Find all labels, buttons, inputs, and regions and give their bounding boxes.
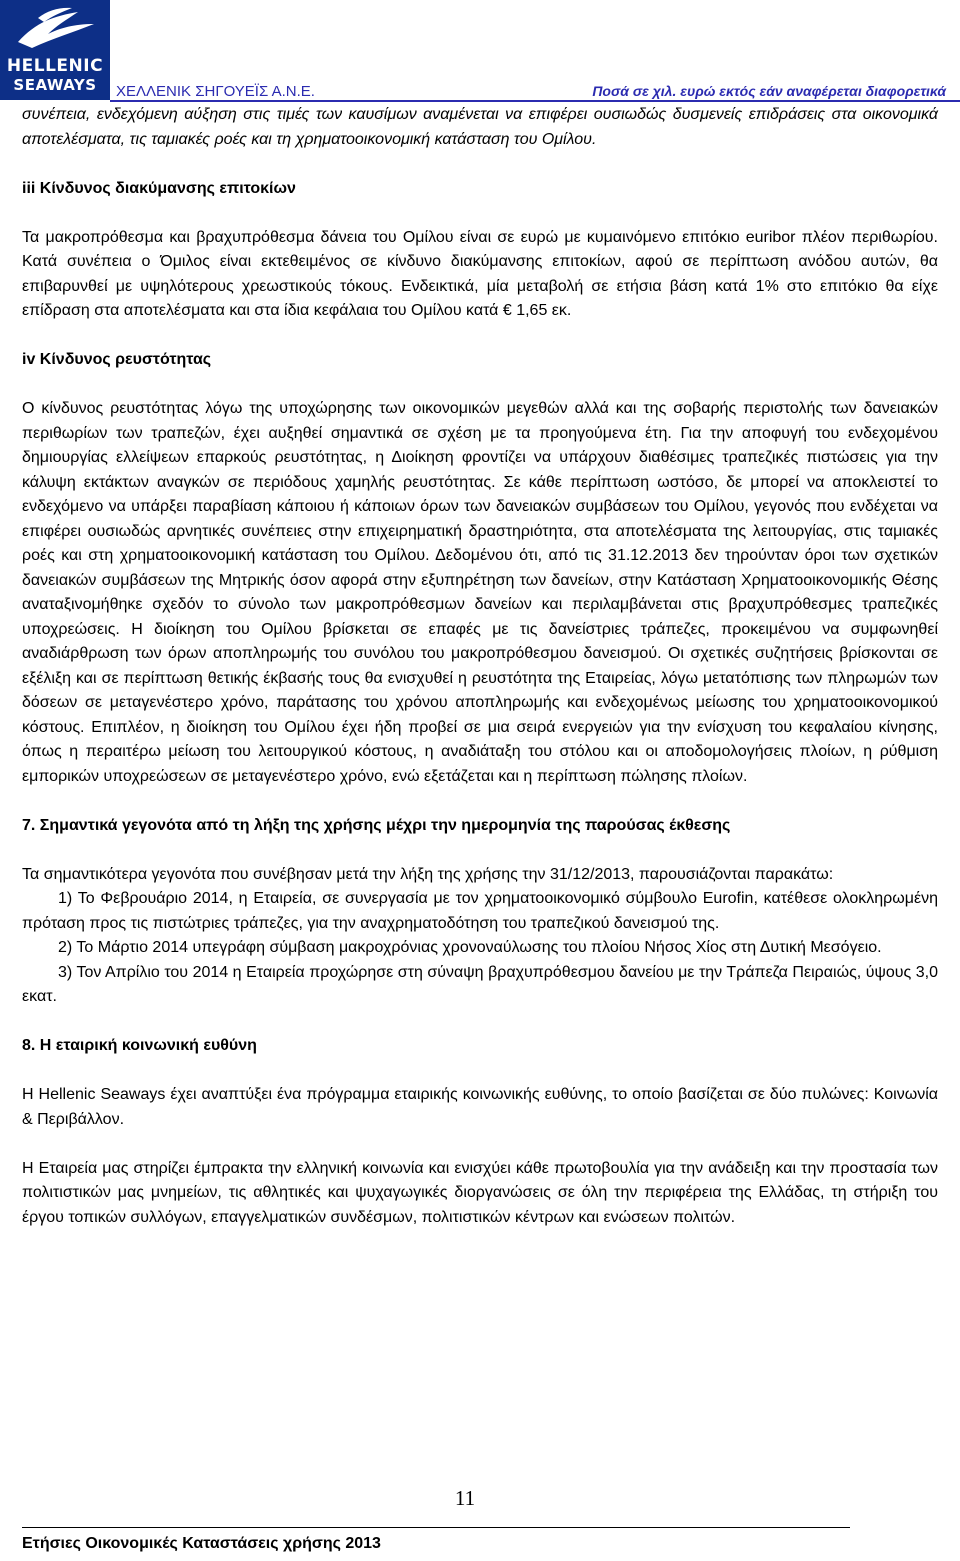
- section-7-intro: Τα σημαντικότερα γεγονότα που συνέβησαν μετά την λήξη της χρήσης την 31/12/2013, παρουσιάζονται παρακάτω:: [22, 865, 834, 883]
- section-iii-title: iii Κίνδυνος διακύμανσης επιτοκίων: [22, 179, 296, 197]
- section-8-paragraph-1: Η Hellenic Seaways έχει αναπτύξει ένα πρόγραμμα εταιρικής κοινωνικής ευθύνης, το οποίο βασίζεται σε δύο πυλώνες: Κοινωνία & Περιβάλλον.: [22, 1086, 938, 1128]
- seagull-logo-icon: [8, 4, 102, 54]
- section-7-item-1: 1) Το Φεβρουάριο 2014, η Εταιρεία, σε συνεργασία με τον χρηματοοικονομικό σύμβουλο Eurofin, κατέθεσε ολοκληρωμένη πρόταση προς τις πιστώτριες τράπεζες, για την αναχρηματοδότηση του τραπεζικού δανεισμού της.: [22, 890, 938, 932]
- footer-rule: [22, 1527, 850, 1528]
- company-name: ΧΕΛΛΕΝΙΚ ΣΗΓΟΥΕΪΣ Α.Ν.Ε.: [116, 83, 315, 100]
- page-header: [0, 0, 960, 106]
- logo-text-line2: SEAWAYS: [13, 76, 97, 94]
- section-7-item-3: 3) Τον Απρίλιο του 2014 η Εταιρεία προχώρησε στη σύναψη βραχυπρόθεσμου δανείου με την Τράπεζα Πειραιώς, ύψους 3,0 εκατ.: [22, 963, 938, 1005]
- section-iv-text: Ο κίνδυνος ρευστότητας λόγω της υποχώρησης των οικονομικών μεγεθών αλλά και της σοβαρής περιστολής των δανειακών περιθωρίων των τραπεζών, έχει αυξηθεί σημαντικά σε σχέση με τα προηγούμενα έτη. Για την αποφυγή του ενδεχομένου δημιουργίας ελλείψεων επαρκούς ρευστότητας, η Διοίκηση φροντίζει να υπάρχουν διαθέσιμες τραπεζικές πιστώσεις για την κάλυψη εκτάκτων αναγκών σε περιόδους χαμηλής ρευστότητας. Σε κάθε περίπτωση ωστόσο, δε μπορεί να αποκλειστεί το ενδεχόμενο να υπάρξει παραβίαση κάποιου ή κάποιων όρων των δανειακών συμβάσεων του Ομίλου, γεγονός που ενδέχεται να επιφέρει ουσιωδώς αρνητικές συνέπειες στην επιχειρηματική δραστηριότητα, στα αποτελέσματα της λειτουργίας, στις ταμιακές ροές και στη χρηματοοικονομική κατάσταση του Ομίλου. Δεδομένου ότι, από τις 31.12.2013 δεν τηρούνταν όροι των σχετικών δανειακών συμβάσεων της Μητρικής όσον αφορά στην εξυπηρέτηση των δανείων, στην Κατάσταση Χρηματοοικονομικής Θέσης αναταξινομήθηκε σχεδόν το σύνολο των μακροπρόθεσμων δανείων και περιλαμβάνεται στις βραχυπρόθεσμες τραπεζικές υποχρεώσεις. Η διοίκηση του Ομίλου βρίσκεται σε επαφές με τις δανείστριες τράπεζες, προκειμένου να συμφωνηθεί αναδιάρθρωση των όρων αποπληρωμής του συνόλου του μακροπρόθεσμου δανεισμού. Οι σχετικές συζητήσεις βρίσκονται σε εξέλιξη και σε περίπτωση θετικής έκβασής τους θα ενισχυθεί η ρευστότητα της Εταιρείας, λόγω μετατόπισης των πληρωμών των δόσεων σε μεταγενέστερο χρόνο, παράτασης του χρόνου αποπληρωμής και ενδεχομένως μείωσης του χρηματοοικονομικού κόστους. Επιπλέον, η διοίκηση του Ομίλου έχει ήδη προβεί σε μια σειρά ενεργειών για την ενίσχυση του κεφαλαίου κίνησης, όπως η περαιτέρω μείωση του λειτουργικού κόστους, η αναδιάταξη του στόλου και οι αποδομολογήσεις πλοίων, η ρύθμιση εμπορικών υποχρεώσεων σε μεταγενέστερο χρόνο, ενώ εξετάζεται και η περίπτωση πώλησης πλοίων.: [22, 400, 938, 785]
- header-rule: [110, 100, 960, 102]
- currency-note: Ποσά σε χιλ. ευρώ εκτός εάν αναφέρεται διαφορετικά: [592, 83, 946, 99]
- page-content: [22, 103, 938, 1230]
- company-logo: [0, 0, 110, 100]
- logo-text-line1: HELLENIC: [6, 56, 104, 76]
- section-iii-text: Τα μακροπρόθεσμα και βραχυπρόθεσμα δάνεια του Ομίλου είναι σε ευρώ με κυμαινόμενο επιτόκιο euribor πλέον περιθωρίου. Κατά συνέπεια ο Όμιλος είναι εκτεθειμένος σε κίνδυνο διακύμανσης επιτοκίων, αφού σε περίπτωση ανόδου αυτών, θα επιβαρυνθεί με υψηλότερους χρεωστικούς τόκους. Ενδεικτικά, μία μεταβολή σε ετήσια βάση κατά 1% στο επιτόκιο θα είχε επίδραση στα αποτελέσματα και στα ίδια κεφάλαια του Ομίλου κατά € 1,65 εκ.: [22, 228, 938, 319]
- section-7-title: 7. Σημαντικά γεγονότα από τη λήξη της χρήσης μέχρι την ημερομηνία της παρούσας έκθεσης: [22, 816, 731, 834]
- section-iv-title: iv Κίνδυνος ρευστότητας: [22, 351, 212, 368]
- intro-paragraph: συνέπεια, ενδεχόμενη αύξηση στις τιμές των καυσίμων αναμένεται να επιφέρει ουσιωδώς δυσμενείς επιδράσεις στα οικονομικά αποτελέσματα, τις ταμιακές ροές και τη χρηματοοικονομική κατάσταση του Ομίλου.: [22, 106, 938, 148]
- section-8-paragraph-2: Η Εταιρεία μας στηρίζει έμπρακτα την ελληνική κοινωνία και ενισχύει κάθε πρωτοβουλία για την ανάδειξη και την προστασία των πολιτιστικών μας μνημείων, τις αθλητικές και ψυχαγωγικές διοργανώσεις σε όλη την περιφέρεια της Ελλάδας, τη στήριξη του έργου τοπικών συλλόγων, επαγγελματικών συνδέσμων, πολιτιστικών κέντρων και ενώσεων πολιτών.: [22, 1159, 938, 1226]
- section-7-item-2: 2) Το Μάρτιο 2014 υπεγράφη σύμβαση μακροχρόνιας χρονοναύλωσης του πλοίου Νήσος Χίος στη Δυτική Μεσόγειο.: [58, 939, 882, 956]
- footer-title: Ετήσιες Οικονομικές Καταστάσεις χρήσης 2013: [22, 1535, 381, 1552]
- section-8-title: 8. Η εταιρική κοινωνική ευθύνη: [22, 1037, 257, 1054]
- page-number: 11: [454, 1486, 476, 1510]
